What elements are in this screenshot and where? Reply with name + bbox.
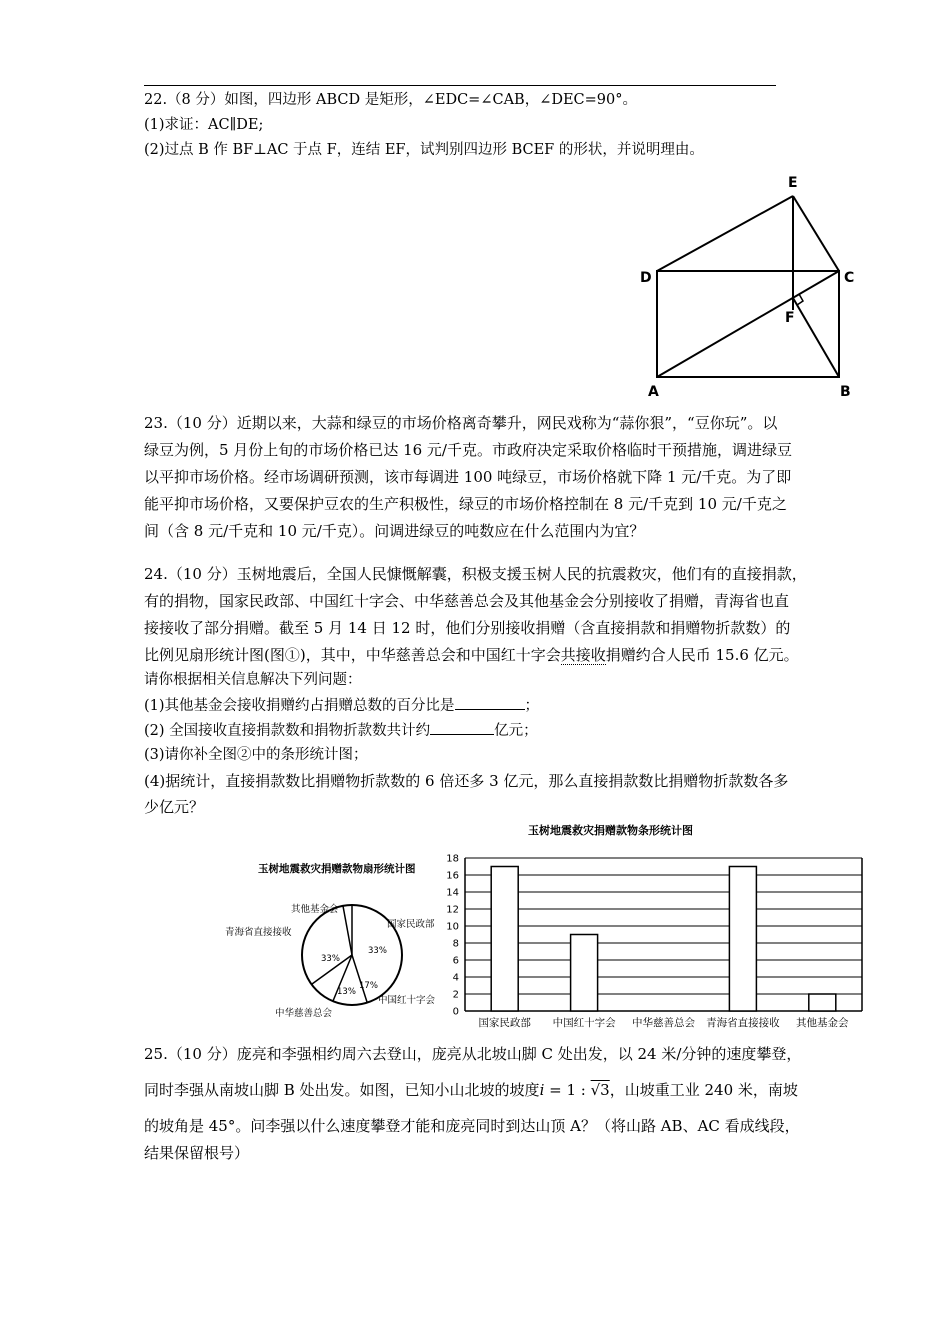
pie-slice-pct: 17% [359, 981, 378, 991]
x-tick-label: 中华慈善总会 [632, 1017, 695, 1029]
y-tick-label: 0 [452, 1006, 459, 1018]
q24-intro: 请你根据相关信息解决下列问题： [144, 672, 362, 688]
q22-part2: (2)过点 B 作 BF⊥AC 于点 F，连结 EF，试判别四边形 BCEF 的形状，并说明理由。 [144, 142, 704, 158]
y-tick-label: 4 [452, 972, 459, 984]
q25-line2-prefix: 同时李强从南坡山脚 B 处出发。如图，已知小山北坡的坡度 [144, 1081, 540, 1099]
q24-line: 有的捐物，国家民政部、中国红十字会、中华慈善总会及其他基金会分别接收了捐赠，青海省也直 [144, 592, 790, 610]
q24-line: 接接收了部分捐赠。截至 5 月 14 日 12 时，他们分别接收捐赠（含直接捐款和捐赠物折款数）的 [144, 619, 791, 637]
q24-line: 24.（10 分）玉树地震后，全国人民慷慨解囊，积极支援玉树人民的抗震救灾，他们有的直接捐款， [144, 565, 807, 583]
y-tick-label: 18 [446, 853, 459, 865]
pie-label: 中华慈善总会 [275, 1008, 333, 1019]
pie-slice-pct: 33% [368, 946, 387, 956]
formula-i: i [539, 1081, 545, 1099]
bar-chart-title: 玉树地震救灾捐赠款物条形统计图 [528, 824, 693, 837]
label-d: D [640, 270, 652, 286]
q25-line3: 的坡角是 45°。问李强以什么速度攀登才能和庞亮同时到达山顶 A？（将山路 AB、AC 看成线段， [144, 1117, 800, 1135]
q23-line: 23.（10 分）近期以来，大蒜和绿豆的市场价格离奇攀升，网民戏称为“蒜你狠”，“豆你玩”。以 [144, 414, 778, 432]
answer-blank-2[interactable] [430, 720, 494, 735]
q25-line4: 结果保留根号） [144, 1144, 250, 1162]
y-tick-label: 14 [446, 887, 459, 899]
q23-line: 间（含 8 元/千克和 10 元/千克）。问调进绿豆的吨数应在什么范围内为宜？ [144, 522, 645, 540]
label-b: B [840, 384, 851, 400]
q24-line4-prefix: 比例见扇形统计图(图①)，其中，中华慈善总会和中国红十字会 [144, 646, 561, 664]
q25-line2-suffix: ，山坡重工业 240 米，南坡 [609, 1081, 798, 1099]
q24-part2-text: (2) 全国接收直接捐款数和捐物折款数共计约 [144, 723, 431, 739]
top-rule [144, 85, 776, 86]
x-tick-label: 国家民政部 [478, 1017, 531, 1029]
q24-part1-text: (1)其他基金会接收捐赠约占捐赠总数的百分比是 [144, 698, 455, 714]
q24-part2 [144, 720, 538, 741]
q23-line: 绿豆为例，5 月份上旬的市场价格已达 16 元/千克。市政府决定采取价格临时干预措施，调进绿豆 [144, 441, 792, 459]
bar [809, 994, 836, 1011]
x-tick-label: 中国红十字会 [552, 1017, 616, 1029]
bar-chart [425, 818, 875, 1033]
q23-line: 以平抑市场价格。经市场调研预测，该市每调进 100 吨绿豆，市场价格就下降 1 元/千克。为了即 [144, 468, 792, 486]
pie-slice-pct: 13% [337, 987, 356, 997]
q24-dotted-emphasis: 共接收 [560, 646, 606, 664]
q25-line2 [144, 1080, 798, 1100]
q24-part1-suffix: ； [524, 698, 540, 714]
q22-part1: (1)求证：AC∥DE; [144, 117, 264, 133]
x-tick-label: 青海省直接接收 [706, 1017, 780, 1029]
q25-line1: 25.（10 分）庞亮和李强相约周六去登山，庞亮从北坡山脚 C 处出发，以 24 米/分钟的速度攀登， [144, 1045, 802, 1063]
y-tick-label: 10 [446, 921, 459, 933]
q23-line: 能平抑市场价格，又要保护豆农的生产积极性，绿豆的市场价格控制在 8 元/千克到 10 元/千克之 [144, 495, 787, 513]
answer-blank-1[interactable] [455, 695, 525, 710]
formula-sqrt3: √3 [590, 1081, 610, 1099]
y-tick-label: 12 [446, 904, 459, 916]
bar [491, 867, 518, 1012]
y-tick-label: 8 [452, 938, 459, 950]
pie-label: 青海省直接接收 [225, 927, 292, 938]
formula-ratio: = 1 : [544, 1081, 591, 1099]
y-tick-label: 2 [452, 989, 459, 1001]
q22-header: 22.（8 分）如图，四边形 ABCD 是矩形，∠EDC=∠CAB，∠DEC=90°。 [144, 92, 638, 108]
label-c: C [844, 270, 855, 286]
bar [571, 935, 598, 1012]
q24-part4-line2: 少亿元？ [144, 798, 205, 816]
bar [729, 867, 756, 1012]
segment-ec [793, 196, 839, 271]
segment-de [657, 196, 793, 271]
label-f: F [785, 310, 795, 326]
x-tick-label: 其他基金会 [796, 1017, 849, 1029]
pie-title: 玉树地震救灾捐赠款物扇形统计图 [258, 863, 416, 875]
q24-line4-suffix: 捐赠约合人民币 15.6 亿元。 [605, 646, 799, 664]
y-tick-label: 6 [452, 955, 459, 967]
q24-part4-line1: (4)据统计，直接捐款数比捐赠物折款数的 6 倍还多 3 亿元，那么直接捐款数比捐赠物折款数各多 [144, 772, 789, 790]
pie-label: 其他基金会 [291, 904, 339, 915]
pie-label: 国家民政部 [387, 919, 435, 930]
y-tick-label: 16 [446, 870, 459, 882]
label-e: E [788, 175, 798, 191]
pie-slice-pct: 33% [321, 954, 340, 964]
segment-bf [793, 298, 839, 377]
segment-ac [657, 271, 839, 377]
pie-label: 中国红十字会 [378, 995, 436, 1006]
label-a: A [648, 384, 659, 400]
q24-line-4 [144, 645, 799, 665]
q24-part2-suffix: 亿元； [494, 723, 538, 739]
pie-divider [343, 906, 352, 955]
q22-figure [630, 170, 870, 405]
q24-part1 [144, 695, 539, 716]
q24-part3: (3)请你补全图②中的条形统计图； [144, 747, 368, 763]
